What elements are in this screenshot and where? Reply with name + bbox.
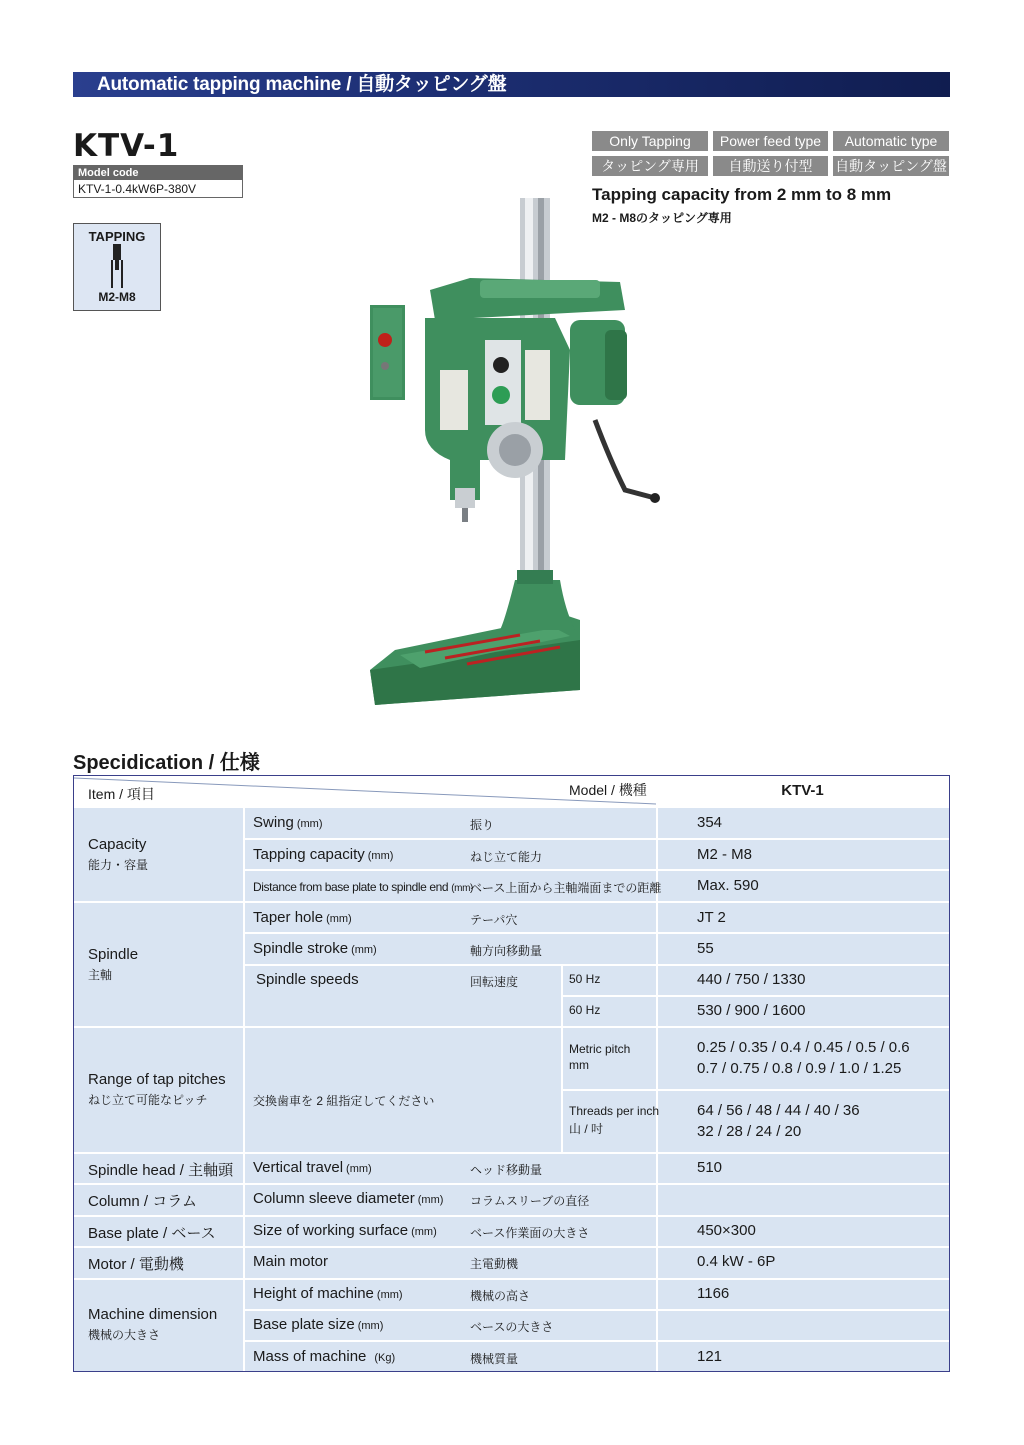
grid-line [243, 806, 245, 1371]
row-taper-hole: Taper hole (mm) [253, 909, 352, 926]
row-tapping-capacity-value: M2 - M8 [697, 846, 753, 863]
row-working-surface-value: 450×300 [697, 1222, 756, 1239]
group-dimension-jp: 機械の大きさ [88, 1328, 161, 1342]
row-spindle-stroke-jp: 軸方向移動量 [470, 944, 543, 958]
group-dimension: Machine dimension [88, 1306, 218, 1323]
row-column-sleeve: Column sleeve diameter (mm) [253, 1190, 444, 1207]
row-mass-jp: 機械質量 [470, 1352, 519, 1366]
row-inch-value-2: 32 / 28 / 24 / 20 [697, 1123, 802, 1140]
chip-automatic: Automatic type [833, 131, 949, 151]
row-speeds-50hz-label: 50 Hz [569, 972, 601, 986]
grid-line [245, 838, 949, 840]
row-main-motor-value: 0.4 kW - 6P [697, 1253, 776, 1270]
grid-line [563, 1089, 949, 1091]
grid-line [245, 1340, 949, 1342]
model-name: KTV-1 [73, 128, 180, 164]
grid-line [74, 1215, 949, 1217]
chip-power-feed: Power feed type [713, 131, 828, 151]
row-swing: Swing (mm) [253, 814, 323, 831]
row-metric-value-2: 0.7 / 0.75 / 0.8 / 0.9 / 1.0 / 1.25 [697, 1060, 902, 1077]
row-main-motor: Main motor [253, 1253, 329, 1270]
row-speeds-60hz-value: 530 / 900 / 1600 [697, 1002, 806, 1019]
row-working-surface: Size of working surface (mm) [253, 1222, 437, 1239]
row-base-plate-size-jp: ベースの大きさ [470, 1320, 554, 1334]
row-metric-unit: mm [569, 1058, 589, 1072]
model-code-value: KTV-1-0.4kW6P-380V [78, 182, 197, 196]
chip-automatic-jp: 自動タッピング盤 [833, 156, 949, 176]
row-distance-value: Max. 590 [697, 877, 759, 894]
row-swing-value: 354 [697, 814, 723, 831]
tapping-badge-label: TAPPING [88, 229, 146, 244]
grid-line [245, 932, 949, 934]
grid-line [656, 776, 658, 1371]
group-pitch-jp: ねじ立て可能なピッチ [88, 1093, 208, 1107]
model-code-label: Model code [74, 166, 242, 180]
capacity-description: Tapping capacity from 2 mm to 8 mm [592, 185, 892, 204]
page-title: Automatic tapping machine / 自動タッピング盤 [97, 74, 507, 95]
chip-only-tapping-jp: タッピング専用 [592, 156, 708, 176]
tapping-badge-range: M2-M8 [98, 290, 136, 304]
row-inch-label: Threads per inch [569, 1104, 660, 1118]
grid-line [74, 1246, 949, 1248]
row-spindle-speeds-jp: 回転速度 [470, 975, 519, 989]
spec-title: Specidication / 仕様 [73, 752, 260, 774]
tapping-machine-illustration [355, 190, 665, 720]
row-pitch-note: 交換歯車を 2 組指定してください [253, 1094, 435, 1108]
tap-tool-icon [107, 244, 127, 290]
row-taper-hole-value: JT 2 [697, 909, 726, 926]
group-spindle-head: Spindle head / 主軸頭 [88, 1162, 234, 1179]
capacity-description-jp: M2 - M8のタッピング専用 [592, 211, 732, 225]
row-base-plate-size: Base plate size (mm) [253, 1316, 384, 1333]
grid-line [74, 1183, 949, 1185]
group-spindle-jp: 主軸 [88, 968, 113, 982]
chip-only-tapping: Only Tapping [592, 131, 708, 151]
group-capacity-jp: 能力・容量 [88, 858, 149, 872]
grid-line [74, 901, 949, 903]
row-main-motor-jp: 主電動機 [470, 1257, 519, 1271]
row-height: Height of machine (mm) [253, 1285, 403, 1302]
row-metric-label: Metric pitch [569, 1042, 631, 1056]
row-height-value: 1166 [697, 1285, 730, 1302]
spec-header-item: Item / 項目 [88, 786, 155, 802]
grid-line [563, 995, 949, 997]
row-vertical-travel: Vertical travel (mm) [253, 1159, 372, 1176]
spec-header-model: Model / 機種 [569, 782, 647, 798]
group-base-plate: Base plate / ベース [88, 1225, 216, 1242]
grid-line [245, 964, 949, 966]
grid-line [74, 1278, 949, 1280]
row-spindle-stroke: Spindle stroke (mm) [253, 940, 377, 957]
row-spindle-speeds: Spindle speeds [256, 971, 359, 988]
grid-line [245, 869, 949, 871]
row-vertical-travel-jp: ヘッド移動量 [470, 1163, 543, 1177]
chip-power-feed-jp: 自動送り付型 [713, 156, 828, 176]
row-distance-jp: ベース上面から主軸端面までの距離 [470, 881, 662, 895]
grid-line [74, 1152, 949, 1154]
grid-line [245, 1309, 949, 1311]
row-mass: Mass of machine (Kg) [253, 1348, 396, 1365]
grid-line [74, 1026, 949, 1028]
row-swing-jp: 振り [470, 818, 495, 832]
row-tapping-capacity: Tapping capacity (mm) [253, 846, 394, 863]
group-column: Column / コラム [88, 1193, 198, 1210]
row-distance: Distance from base plate to spindle end (mm) [253, 880, 473, 894]
group-motor: Motor / 電動機 [88, 1256, 184, 1273]
row-taper-hole-jp: テーパ穴 [470, 913, 518, 927]
row-column-sleeve-jp: コラムスリーブの直径 [470, 1194, 590, 1208]
grid-line [561, 965, 563, 1152]
group-pitch: Range of tap pitches [88, 1071, 226, 1088]
row-height-jp: 機械の高さ [470, 1289, 531, 1303]
row-inch-unit: 山 / 吋 [569, 1122, 604, 1136]
row-spindle-stroke-value: 55 [697, 940, 714, 957]
row-mass-value: 121 [697, 1348, 723, 1365]
row-metric-value-1: 0.25 / 0.35 / 0.4 / 0.45 / 0.5 / 0.6 [697, 1039, 910, 1056]
row-tapping-capacity-jp: ねじ立て能力 [470, 850, 543, 864]
row-speeds-60hz-label: 60 Hz [569, 1003, 601, 1017]
group-spindle: Spindle [88, 946, 139, 963]
row-inch-value-1: 64 / 56 / 48 / 44 / 40 / 36 [697, 1102, 860, 1119]
grid-line [74, 806, 949, 808]
group-capacity: Capacity [88, 836, 147, 853]
spec-header-value: KTV-1 [781, 782, 824, 799]
row-vertical-travel-value: 510 [697, 1159, 723, 1176]
row-speeds-50hz-value: 440 / 750 / 1330 [697, 971, 806, 988]
row-working-surface-jp: ベース作業面の大きさ [470, 1226, 590, 1240]
